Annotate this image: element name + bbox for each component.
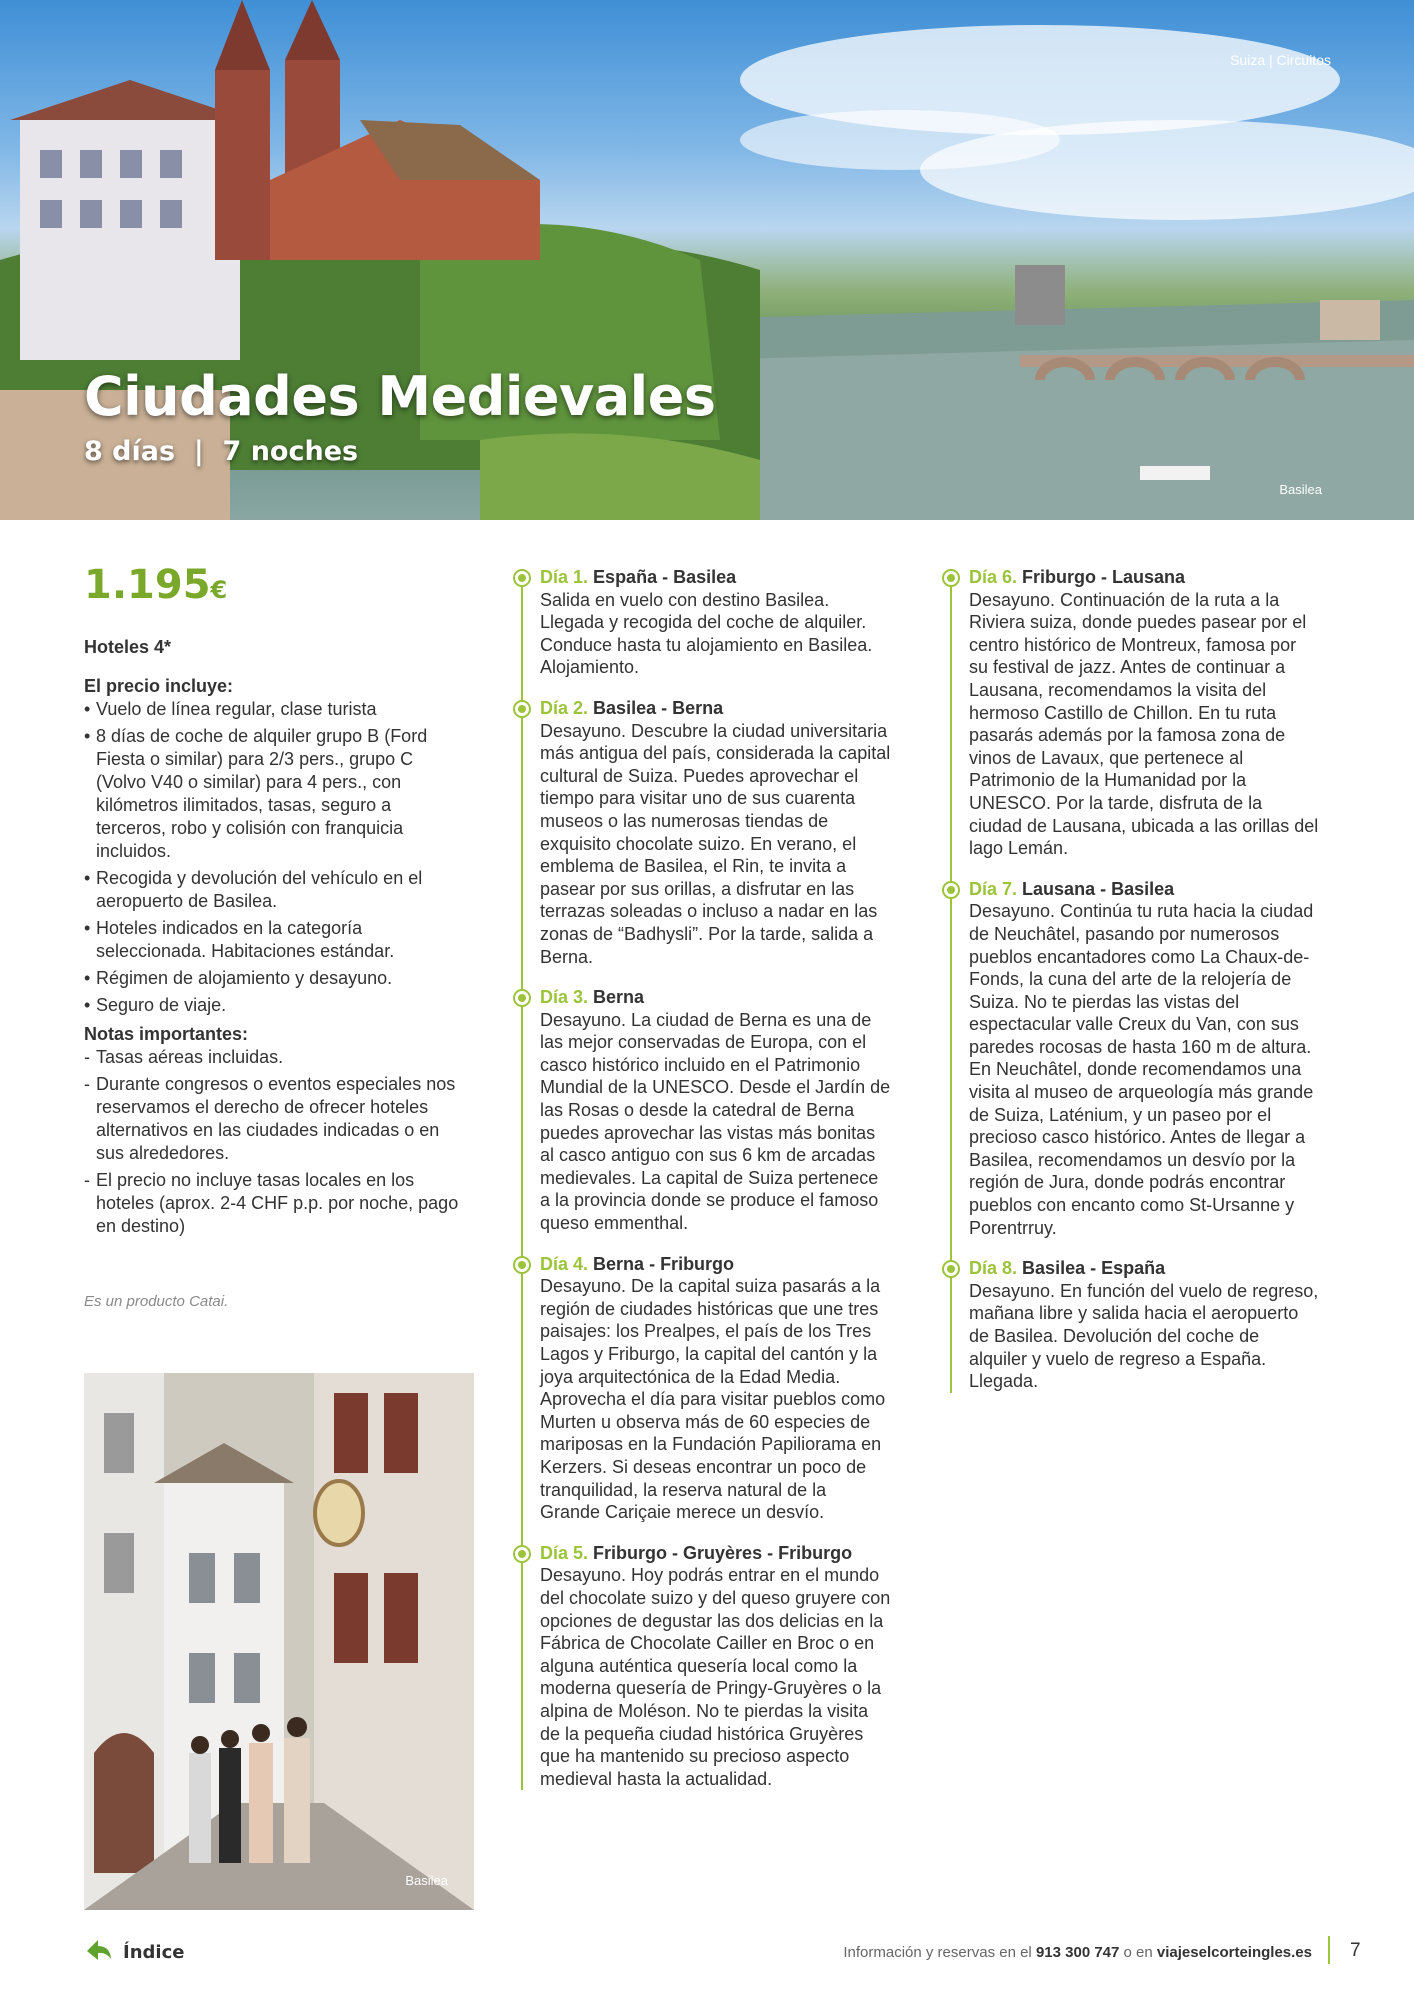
footer-info-prefix: Información y reservas en el: [843, 1944, 1032, 1961]
day-title: Berna - Friburgo: [593, 1253, 735, 1274]
index-arrow-icon[interactable]: [84, 1935, 114, 1965]
footer-phone[interactable]: 913 300 747: [1035, 1944, 1120, 1961]
price: [84, 562, 227, 608]
page-number: 7: [1350, 1940, 1361, 1961]
list-item-text: Vuelo de línea regular, clase turista: [96, 699, 377, 719]
trip-details: [84, 636, 464, 1244]
list-item: [84, 917, 464, 963]
day-label: Día 4.: [540, 1253, 589, 1274]
day-label: Día 7.: [969, 878, 1018, 899]
list-item-text: Durante congresos o eventos especiales nos reservamos el derecho de ofrecer hoteles alternativos en las ciudades indicadas o en sus alrededores.: [96, 1074, 456, 1163]
list-item-text: 8 días de coche de alquiler grupo B (Ford Fiesta o similar) para 2/3 pers., grupo C (Volvo V40 o similar) para 4 pers., con kilómetros ilimitados, tasas, seguro a terceros, robo y colisión con franquicia incluidos.: [96, 726, 428, 861]
day-title: Basilea - España: [1022, 1258, 1166, 1279]
itinerary-column-2: [950, 566, 1320, 1411]
day-title: Friburgo - Gruyères - Friburgo: [593, 1542, 853, 1563]
day-label: Día 3.: [540, 987, 589, 1008]
timeline-line: [521, 1265, 523, 1546]
day-label: Día 2.: [540, 697, 589, 718]
list-item: [84, 967, 464, 990]
footer-divider: [1328, 1936, 1330, 1964]
day-label: Día 6.: [969, 567, 1018, 587]
street-photo-caption: Basilea: [405, 1873, 448, 1888]
timeline-line: [521, 578, 523, 701]
itinerary-day-8: [950, 1257, 1320, 1393]
hotel-category: Hoteles 4*: [84, 637, 172, 657]
itinerary-column-1: [521, 566, 891, 1808]
timeline-dot-icon: [513, 569, 531, 587]
bullet-marker: •: [84, 968, 91, 988]
day-label: Día 8.: [969, 1258, 1018, 1279]
timeline-dot-icon: [513, 700, 531, 718]
list-item-text: Recogida y devolución del vehículo en el aeropuerto de Basilea.: [96, 868, 423, 911]
duration-subtitle: 8 días | 7 noches: [84, 436, 359, 467]
day-title: España - Basilea: [593, 567, 737, 587]
basel-street-illustration: [84, 1373, 474, 1910]
notes-heading: Notas importantes:: [84, 1024, 249, 1044]
list-item: [84, 1073, 464, 1165]
timeline-line: [521, 1554, 523, 1791]
day-description: Desayuno. De la capital suiza pasarás a la región de ciudades históricas que une tres paisajes: los Prealpes, el país de los Tres Lagos y Friburgo, la capital del cantón y la joya arquitectónica de la Edad Media. Aprovecha el día para visitar pueblos como Murten u observa más de 60 especies de mariposas en la Fundación Papiliorama en Kerzers. Si deseas encontrar un poco de tranquilidad, la reserva natural de la Grande Cariçaie merece un desvío.: [540, 1276, 886, 1523]
itinerary-day-4: [521, 1253, 891, 1524]
timeline-line: [950, 890, 952, 1262]
footer-contact: [843, 1944, 1312, 1961]
street-photo: [84, 1373, 474, 1910]
day-description: Desayuno. Continuación de la ruta a la Riviera suiza, donde puedes pasear por el centro histórico de Montreux, famosa por su festival de jazz. Antes de continuar a Lausana, recomendamos la visita del hermoso Castillo de Chillon. En tu ruta pasarás además por la famosa zona de vinos de Lavaux, que pertenece al Patrimonio de la Humanidad por la UNESCO. Por la tarde, disfruta de la ciudad de Lausana, ubicada a las orillas del lago Lemán.: [969, 589, 1319, 859]
product-note: Es un producto Catai.: [84, 1293, 229, 1310]
list-item: [84, 1169, 464, 1238]
day-label: Día 1.: [540, 567, 589, 587]
day-description: Desayuno. Descubre la ciudad universitaria más antigua del país, considerada la capital cultural de Suiza. Puedes aprovechar el tiempo para visitar uno de sus cuarenta museos o las numerosas tiendas de exquisito chocolate suizo. En verano, el emblema de Basilea, el Rin, te invita a pasear por sus orillas, a disfrutar en las terrazas soleadas o incluso a nadar en las zonas de “Badhysli”. Por la tarde, salida a Berna.: [540, 720, 891, 967]
dash-marker: -: [84, 1170, 90, 1190]
page-title: Ciudades Medievales: [84, 365, 716, 428]
day-title: Berna: [593, 987, 645, 1008]
day-description: Salida en vuelo con destino Basilea. Llegada y recogida del coche de alquiler. Conduce hasta tu alojamiento en Basilea. Alojamiento.: [540, 589, 873, 678]
list-item: [84, 698, 464, 721]
hero-photo: [0, 0, 1414, 520]
timeline-line: [950, 1269, 952, 1393]
dash-marker: -: [84, 1074, 90, 1094]
timeline-line: [521, 998, 523, 1257]
includes-heading: El precio incluye:: [84, 676, 234, 696]
list-item-text: El precio no incluye tasas locales en los hoteles (aprox. 2-4 CHF p.p. por noche, pago en destino): [96, 1170, 459, 1236]
itinerary-day-7: [950, 878, 1320, 1240]
list-item: [84, 725, 464, 863]
itinerary-day-1: [521, 566, 891, 679]
dash-marker: -: [84, 1047, 90, 1067]
day-description: Desayuno. La ciudad de Berna es una de las mejor conservadas de Europa, con el casco histórico incluido en el Patrimonio Mundial de la UNESCO. Desde el Jardín de las Rosas o desde la catedral de Berna puedes aprovechar las vistas más bonitas al casco antiguo con sus 6 km de arcadas medievales. La capital de Suiza pertenece a la provincia donde se produce el famoso queso emmenthal.: [540, 1009, 891, 1234]
list-item: [84, 1046, 464, 1069]
bullet-marker: •: [84, 699, 91, 719]
timeline-dot-icon: [513, 1256, 531, 1274]
itinerary-day-2: [521, 697, 891, 968]
hero-photo-caption: Basilea: [1279, 482, 1322, 497]
itinerary-day-3: [521, 986, 891, 1235]
itinerary-day-6: [950, 566, 1320, 860]
footer-info-mid: o en: [1123, 1944, 1153, 1961]
day-title: Lausana - Basilea: [1022, 878, 1175, 899]
bullet-marker: •: [84, 868, 91, 888]
list-item: [84, 994, 464, 1017]
list-item: [84, 867, 464, 913]
timeline-dot-icon: [513, 989, 531, 1007]
timeline-line: [950, 578, 952, 882]
index-link[interactable]: Índice: [123, 1942, 185, 1963]
day-description: Desayuno. En función del vuelo de regreso, mañana libre y salida hacia el aeropuerto de Basilea. Devolución del coche de alquiler y vuelo de regreso a España. Llegada.: [969, 1280, 1319, 1392]
list-item-text: Seguro de viaje.: [96, 995, 227, 1015]
itinerary-day-5: [521, 1542, 891, 1791]
bullet-marker: •: [84, 918, 91, 938]
timeline-dot-icon: [942, 1260, 960, 1278]
day-description: Desayuno. Hoy podrás entrar en el mundo del chocolate suizo y del queso gruyere con opciones de degustar las dos delicias en la Fábrica de Chocolate Cailler en Broc o en alguna auténtica quesería local como la moderna quesería de Pringy-Gruyères o la alpina de Moléson. No te pierdas la visita de la pequeña ciudad histórica Gruyères que ha mantenido su precioso aspecto medieval hasta la actualidad.: [540, 1565, 891, 1789]
list-item-text: Tasas aéreas incluidas.: [96, 1047, 284, 1067]
price-amount: 1.195: [84, 562, 211, 608]
timeline-dot-icon: [513, 1545, 531, 1563]
bullet-marker: •: [84, 995, 91, 1015]
day-label: Día 5.: [540, 1542, 589, 1563]
list-item-text: Hoteles indicados en la categoría seleccionada. Habitaciones estándar.: [96, 918, 395, 961]
day-description: Desayuno. Continúa tu ruta hacia la ciudad de Neuchâtel, pasando por numerosos pueblos encantadores como La Chaux-de-Fonds, la cuna del arte de la relojería de Suiza. No te pierdas las vistas del espectacular valle Creux du Van, con sus paredes rocosas de hasta 160 m de altura. En Neuchâtel, donde recomendamos una visita al museo de arqueología más grande de Suiza, Laténium, y un paseo por el precioso casco histórico. Antes de llegar a Basilea, recomendamos un desvío por la región de Jura, donde podrás encontrar pueblos con encanto como St-Ursanne y Porentrruy.: [969, 901, 1314, 1238]
price-currency: €: [210, 576, 228, 604]
breadcrumb: Suiza | Circuitos: [1230, 52, 1331, 68]
day-title: Basilea - Berna: [593, 697, 724, 718]
list-item-text: Régimen de alojamiento y desayuno.: [96, 968, 393, 988]
includes-list: [84, 698, 464, 1017]
timeline-dot-icon: [942, 569, 960, 587]
day-title: Friburgo - Lausana: [1022, 567, 1186, 587]
bullet-marker: •: [84, 726, 91, 746]
notes-list: [84, 1046, 464, 1238]
footer-website-link[interactable]: viajeselcorteingles.es: [1156, 1944, 1312, 1961]
timeline-line: [521, 709, 523, 990]
timeline-dot-icon: [942, 881, 960, 899]
